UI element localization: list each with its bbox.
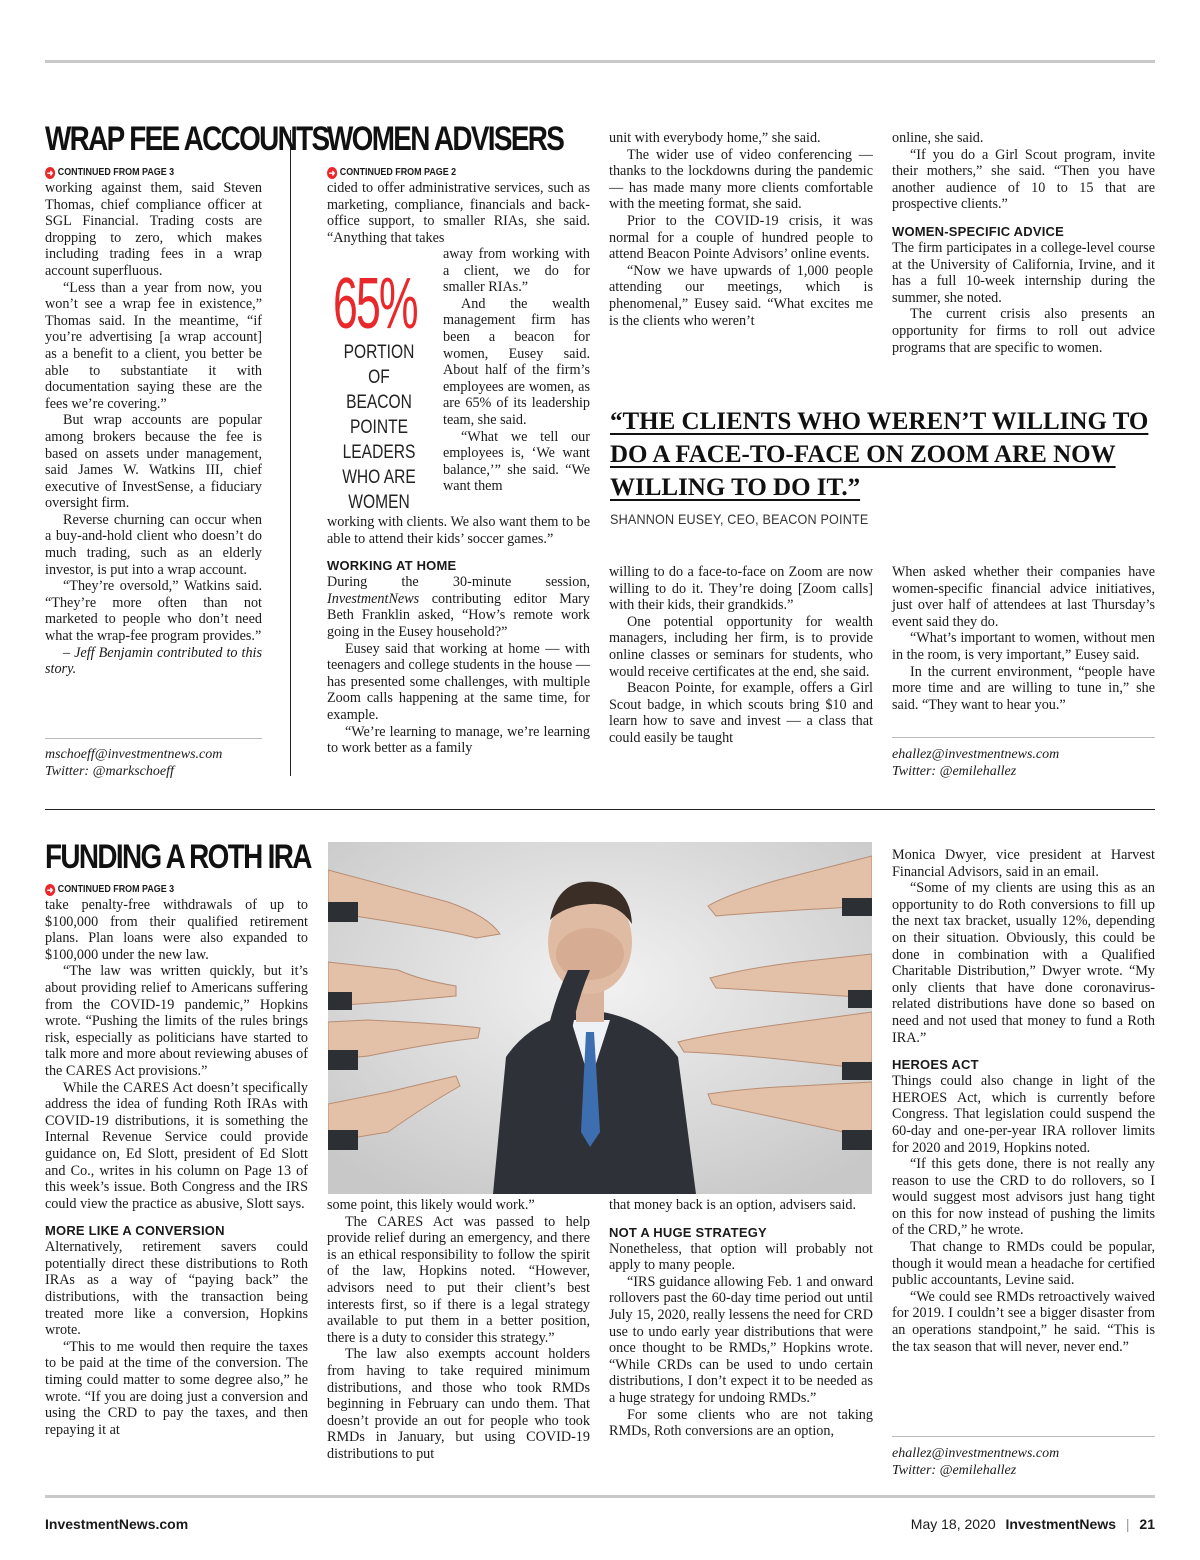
- women-paragraph: The current crisis also presents an opportunity for firms to roll out advice programs that are specific to women.: [892, 306, 1155, 356]
- page-number: 21: [1139, 1516, 1155, 1532]
- roth-paragraph: Nonetheless, that option will probably not apply to many people.: [609, 1240, 873, 1274]
- roth-paragraph: “IRS guidance allowing Feb. 1 and onward rollovers past the 60-day time period out until July 15, 2020, really lessens the need for CRD use to undo early year distributions that were once thought to be RMDs,” Hopkins wrote. “While CRDs can be used to undo certain distributions, I don’t expect it to be needed as a huge strategy for undoing RMDs.”: [609, 1273, 873, 1406]
- byline-rule: [892, 737, 1155, 738]
- roth-byline: [892, 1446, 1155, 1479]
- roth-paragraph: Things could also change in light of the HEROES Act, which is currently before Congress. That legislation could suspend the 60-day and one-per-year IRA rollover limits for 2020 and 2019, Hopkins noted.: [892, 1073, 1155, 1156]
- arrow-right-icon: ➜: [46, 168, 54, 178]
- roth-paragraph: The law also exempts account holders from having to take required minimum distributions, and those who took RMDs beginning in February can undo them. That doesn’t provide an out for people who took RMDs in January, but using COVID-19 distributions to put: [327, 1346, 590, 1462]
- footer-brand: InvestmentNews: [1005, 1516, 1116, 1532]
- author-email[interactable]: ehallez@investmentnews.com: [892, 1446, 1060, 1461]
- author-twitter[interactable]: Twitter: @markschoeff: [45, 763, 174, 779]
- author-email[interactable]: ehallez@investmentnews.com: [892, 747, 1060, 762]
- arrow-right-icon: ➜: [328, 168, 336, 178]
- women-intro: cided to offer administrative services, such as marketing, compliance, financials and back-office support, to smaller RIAs, she said. “Anything that takes: [327, 180, 590, 246]
- women-paragraph: In the current environment, “people have more time and are willing to tune in,” she said. “They want to hear you.”: [892, 663, 1155, 713]
- women-continued: ➜ CONTINUED FROM PAGE 2: [328, 166, 457, 178]
- author-twitter[interactable]: Twitter: @emilehallez: [892, 763, 1017, 779]
- women-headline: WOMEN ADVISERS: [327, 120, 564, 158]
- bottom-rule: [45, 1495, 1155, 1498]
- roth-paragraph: “The law was written quickly, but it’s about providing relief to Americans suffering from the COVID-19 pandemic,” Hopkins wrote. “Pushing the limits of the rules brings risk, especially as politicians have started to talk more and more about reviewing abuses of the CARES Act provisions.”: [45, 963, 308, 1079]
- wrap-body: [45, 180, 262, 678]
- roth-paragraph: While the CARES Act doesn’t specifically address the idea of funding Roth IRAs with COVID-19 distributions, it is something the Internal Revenue Service could provide guidance on, Ed Slott, president of Ed Slott and Co., writes in his column on Page 13 of this week’s issue. Both Congress and the IRS could view the practice as abusive, Slott says.: [45, 1079, 308, 1212]
- women-paragraph: working with clients. We also want them to be able to attend their kids’ soccer games.”: [327, 514, 590, 547]
- author-email[interactable]: mschoeff@investmentnews.com: [45, 747, 223, 762]
- byline-rule: [892, 1436, 1155, 1437]
- women-paragraph: “If you do a Girl Scout program, invite their mothers,” she said. “Then you have another audience of 10 to 15 that are prospective clients.”: [892, 146, 1155, 213]
- wrap-headline: WRAP FEE ACCOUNTS: [45, 120, 329, 158]
- roth-col4: [892, 847, 1155, 1355]
- wrap-continued: ➜ CONTINUED FROM PAGE 3: [46, 166, 175, 178]
- women-byline: [892, 747, 1155, 780]
- roth-paragraph: “If this gets done, there is not really any reason to use the CRD to do rollovers, so I would suggest most advisors just hang tight on this for now instead of pushing the limits of the CRD,” he wrote.: [892, 1156, 1155, 1239]
- roth-continued: ➜ CONTINUED FROM PAGE 3: [46, 883, 175, 895]
- women-col4-bottom: [892, 564, 1155, 713]
- column-divider: [290, 130, 291, 776]
- subhead-working-at-home: WORKING AT HOME: [327, 558, 457, 574]
- wrap-paragraph: working against them, said Steven Thomas, chief compliance officer at SGL Financial. Trading costs are dropping to zero, which makes including trading fees in a wrap account superfluous.: [45, 180, 262, 279]
- wrap-contributor: – Jeff Benjamin contributed to this story.: [45, 644, 262, 678]
- footer-site-link[interactable]: InvestmentNews.com: [45, 1516, 189, 1532]
- women-paragraph: willing to do a face-to-face on Zoom are now willing to do it. They’re doing [Zoom calls] with their kids, their grandkids.”: [609, 564, 873, 614]
- women-paragraph: unit with everybody home,” she said.: [609, 130, 821, 146]
- article-photo: [328, 842, 872, 1194]
- roth-paragraph: some point, this likely would work.”: [327, 1197, 535, 1213]
- section-divider: [45, 809, 1155, 810]
- top-rule: [45, 60, 1155, 63]
- women-col4-top: [892, 130, 1155, 356]
- roth-col2: [327, 1197, 590, 1463]
- roth-paragraph: that money back is an option, advisers said.: [609, 1197, 857, 1213]
- women-wrap-text: [443, 246, 590, 495]
- stat-callout: [331, 264, 431, 513]
- women-paragraph: away from working with a client, we do for smaller RIAs.”: [443, 246, 590, 296]
- roth-paragraph: The CARES Act was passed to help provide relief during an emergency, and there is an ethical responsibility to follow the spirit of the law, Hopkins noted. “However, advisors need to put their client’s best interests first, so if there is a legal strategy available to put them in a better position, there is a duty to consider this strategy.”: [327, 1213, 590, 1346]
- roth-paragraph: For some clients who are not taking RMDs, Roth conversions are an option,: [609, 1406, 873, 1440]
- footer-date: May 18, 2020: [910, 1516, 996, 1532]
- wrap-paragraph: “They’re oversold,” Watkins said. “They’re more often than not marketed to people who don’t need what the wrap-fee program provides.”: [45, 578, 262, 645]
- wrap-paragraph: Reverse churning can occur when a buy-and-hold client who doesn’t do much trading, such as an elderly investor, is put into a wrap account.: [45, 511, 262, 578]
- women-col3-bottom: [609, 564, 873, 747]
- roth-paragraph: That change to RMDs could be popular, though it would mean a headache for certified public accountants, Levine said.: [892, 1239, 1155, 1289]
- author-twitter[interactable]: Twitter: @emilehallez: [892, 1462, 1017, 1478]
- women-paragraph: And the wealth management firm has been a beacon for women, Eusey said. About half of the firm’s employees are women, as are 65% of its leadership team, she said.: [443, 295, 590, 428]
- subhead-women-specific: WOMEN-SPECIFIC ADVICE: [892, 223, 1065, 239]
- byline-rule: [45, 738, 262, 739]
- women-paragraph: “Now we have upwards of 1,000 people attending our meetings, which is phenomenal,” Eusey said. “What excites me is the clients who weren’t: [609, 262, 873, 329]
- women-paragraph: Eusey said that working at home — with teenagers and college students in the house — has presented some challenges, with multiple Zoom calls happening at the same time, for example.: [327, 640, 590, 723]
- roth-paragraph: take penalty-free withdrawals of up to $100,000 from their qualified retirement plans. Plan loans were also expanded to $100,000 under the new law.: [45, 897, 308, 963]
- subhead-more-like-conversion: MORE LIKE A CONVERSION: [45, 1223, 225, 1239]
- stressed-businessman-illustration: [328, 842, 872, 1194]
- women-paragraph: The firm participates in a college-level course at the University of California, Irvine, and it has a full 10-week internship during the summer, she noted.: [892, 239, 1155, 306]
- wrap-paragraph: But wrap accounts are popular among brokers because the fee is based on assets under management, said James W. Watkins III, chief executive of InvestSense, a fiduciary oversight firm.: [45, 412, 262, 512]
- roth-paragraph: “This to me would then require the taxes to be paid at the time of the conversion. The timing could matter to some degree also,” he wrote. “If you are doing just a conversion and using the CRD to pay the taxes, and then repaying it at: [45, 1338, 308, 1438]
- wrap-byline: [45, 747, 275, 780]
- subhead-not-a-huge-strategy: NOT A HUGE STRATEGY: [609, 1224, 767, 1240]
- women-col3-top: [609, 130, 873, 329]
- subhead-heroes-act: HEROES ACT: [892, 1057, 979, 1073]
- footer-separator: |: [1125, 1516, 1130, 1532]
- roth-paragraph: “Some of my clients are using this as an opportunity to do Roth conversions to fill up the next tax bracket, usually 12%, depending on their situation. Obviously, this could be done in combination with a Qualified Charitable Distribution,” Dwyer wrote. “My only clients that have done coronavirus-related distributions have done so based on need and not used that money to fund a Roth IRA.”: [892, 880, 1155, 1046]
- footer-folio: [911, 1516, 1155, 1532]
- roth-paragraph: Monica Dwyer, vice president at Harvest Financial Advisors, said in an email.: [892, 847, 1155, 880]
- roth-col3: [609, 1197, 873, 1440]
- pull-quote-attribution: SHANNON EUSEY, CEO, BEACON POINTE: [610, 511, 869, 527]
- women-paragraph: During the 30-minute session, InvestmentNews contributing editor Mary Beth Franklin asked, “How’s remote work going in the Eusey household?”: [327, 574, 590, 640]
- women-paragraph: online, she said.: [892, 130, 984, 146]
- women-paragraph: When asked whether their companies have women-specific financial advice initiatives, just over half of attendees at last Thursday’s event said they do.: [892, 564, 1155, 630]
- roth-paragraph: “We could see RMDs retroactively waived for 2019. I couldn’t see a bigger disaster from an operations standpoint,” he said. “This is the tax season that will never, never end.”: [892, 1288, 1155, 1355]
- roth-col1: [45, 897, 308, 1438]
- pull-quote: “THE CLIENTS WHO WEREN’T WILLING TO DO A FACE-TO-FACE ON ZOOM ARE NOW WILLING TO DO IT.”: [610, 408, 1149, 501]
- women-col2-continued: [327, 514, 590, 757]
- women-paragraph: Beacon Pointe, for example, offers a Girl Scout badge, in which scouts bring $10 and learn how to save and invest — a class that could easily be taught: [609, 680, 873, 746]
- women-paragraph: “What we tell our employees is, ‘We want balance,’” she said. “We want them: [443, 428, 590, 495]
- roth-paragraph: Alternatively, retirement savers could potentially direct these distributions to Roth IRAs as a way of “paying back” the distributions, with the transaction being treated more like a conversion, Hopkins wrote.: [45, 1239, 308, 1339]
- women-paragraph: One potential opportunity for wealth managers, including her firm, is to provide online classes or seminars for students, who would receive certificates at the end, she said.: [609, 613, 873, 680]
- wrap-paragraph: “Less than a year from now, you won’t see a wrap fee in existence,” Thomas said. In the meantime, “if you’re advertising [a wrap account] as a benefit to a client, you better be able to substantiate it with documentation saying these are the fees we’re covering.”: [45, 279, 262, 412]
- arrow-right-icon: ➜: [46, 885, 54, 895]
- women-paragraph: Prior to the COVID-19 crisis, it was normal for a couple of hundred people to attend Beacon Pointe Advisors’ online events.: [609, 212, 873, 263]
- stat-value: 65%: [333, 264, 417, 344]
- women-paragraph: “What’s important to women, without men in the room, is very important,” Eusey said.: [892, 630, 1155, 663]
- women-paragraph: “We’re learning to manage, we’re learning to work better as a family: [327, 723, 590, 757]
- women-paragraph: The wider use of video conferencing — thanks to the lockdowns during the pandemic — has made many more clients comfortable with the meeting format, she said.: [609, 146, 873, 213]
- stat-label: PORTION OF BEACON POINTE LEADERS WHO ARE WOMEN: [342, 342, 416, 513]
- roth-headline: FUNDING A ROTH IRA: [45, 838, 311, 876]
